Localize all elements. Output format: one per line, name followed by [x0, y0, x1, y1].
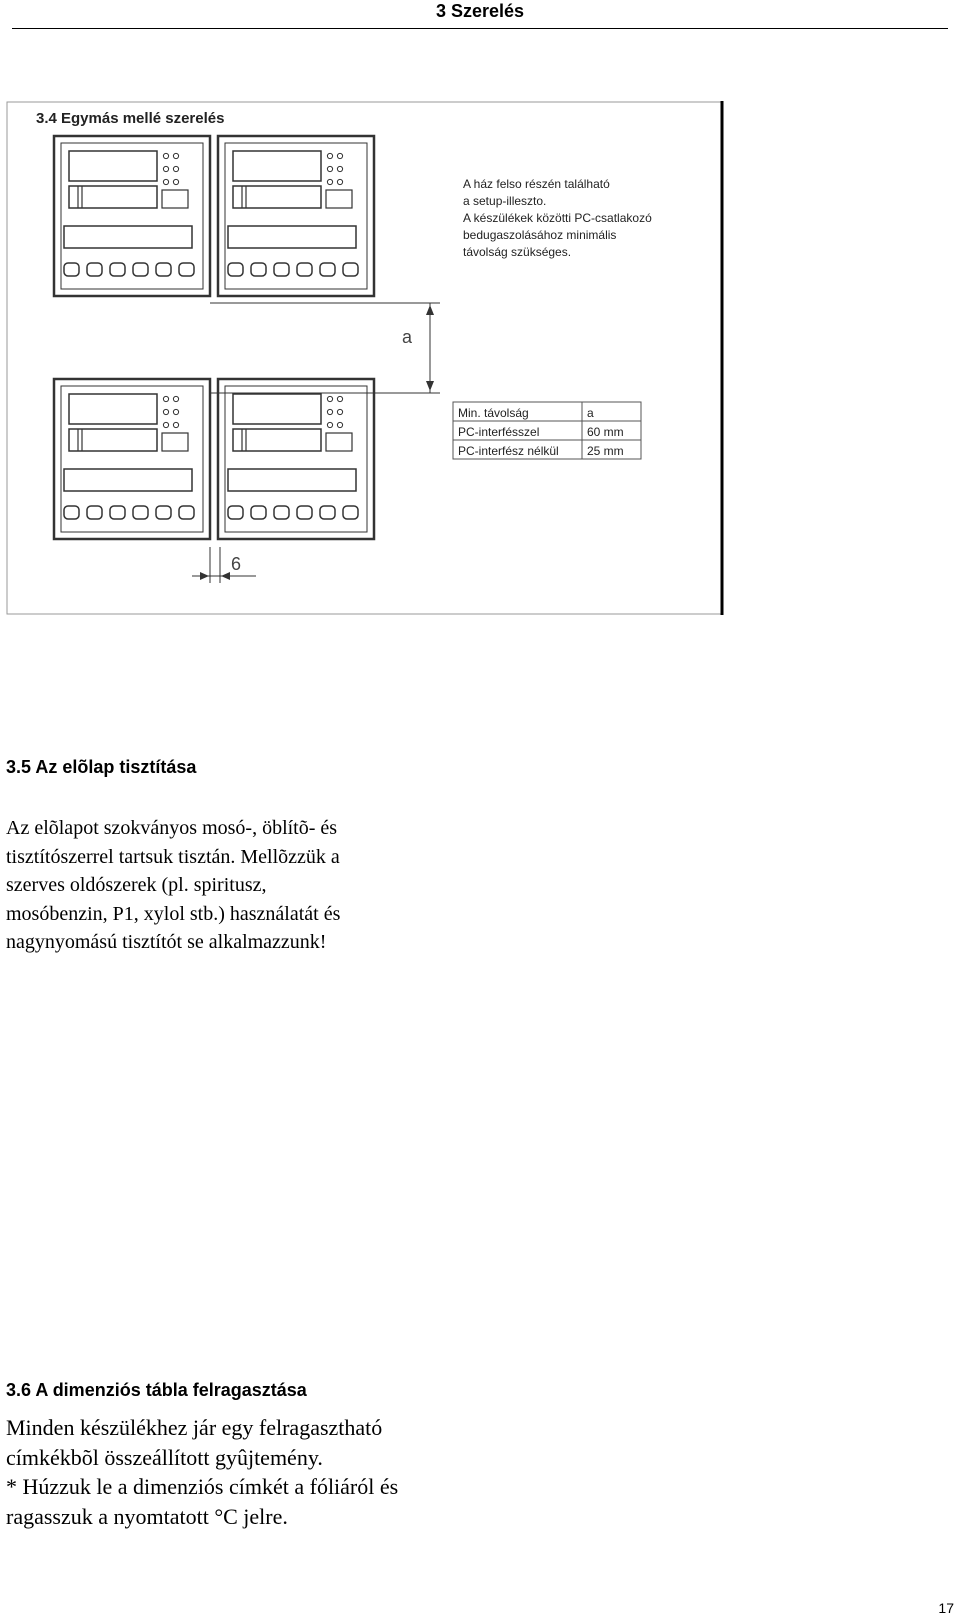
paragraph-line: Minden készülékhez jár egy felragasztható [6, 1415, 383, 1440]
note-line: A készülékek közötti PC-csatlakozó [463, 211, 652, 225]
table-cell: PC-interfész nélkül [458, 444, 559, 458]
paragraph-line: címkékbõl összeállított gyûjtemény. [6, 1444, 323, 1470]
paragraph-line: Az elõlapot szokványos mosó-, öblítõ- és [6, 817, 338, 839]
table-cell: Min. távolság [458, 406, 529, 420]
dimension-a-label: a [402, 327, 413, 347]
table-cell: 60 mm [587, 425, 624, 439]
header-rule [12, 28, 948, 29]
paragraph-line: szerves oldószerek (pl. spiritusz, [6, 874, 267, 896]
paragraph-line: * Húzzuk le a dimenziós címkét a fóliáról és [6, 1474, 399, 1499]
dimension-6-label: 6 [231, 554, 242, 574]
section-heading-label: 3.6 A dimenziós tábla felragasztása [6, 1380, 307, 1400]
note-line: bedugaszolásához minimális [463, 228, 617, 242]
label-paragraph [6, 1413, 398, 1531]
paragraph-line: ragasszuk a nyomtatott °C jelre. [6, 1503, 288, 1529]
mounting-diagram [6, 101, 729, 615]
paragraph-line: tisztítószerrel tartsuk tisztán. Mellõzzük a [6, 845, 340, 868]
paragraph-line: nagynyomású tisztítót se alkalmazzunk! [6, 931, 327, 953]
table-cell: PC-interfésszel [458, 425, 540, 439]
paragraph-line: mosóbenzin, P1, xylol stb.) használatát és [6, 902, 341, 925]
figure-title: 3.4 Egymás mellé szerelés [36, 110, 225, 127]
page-number: 17 [938, 1600, 954, 1616]
page-header [0, 0, 960, 30]
header-title: 3 Szerelés [435, 1, 525, 21]
section-heading-cleaning: 3.5 Az elõlap tisztítása [6, 757, 197, 777]
note-line: A ház felso részén található [463, 177, 610, 191]
table-cell: a [587, 406, 594, 420]
cleaning-paragraph [6, 814, 340, 957]
note-line: a setup-illeszto. [463, 194, 547, 208]
figure-border [7, 102, 721, 614]
mounting-figure [6, 101, 729, 615]
table-cell: 25 mm [587, 444, 624, 458]
note-line: távolság szükséges. [463, 245, 572, 259]
